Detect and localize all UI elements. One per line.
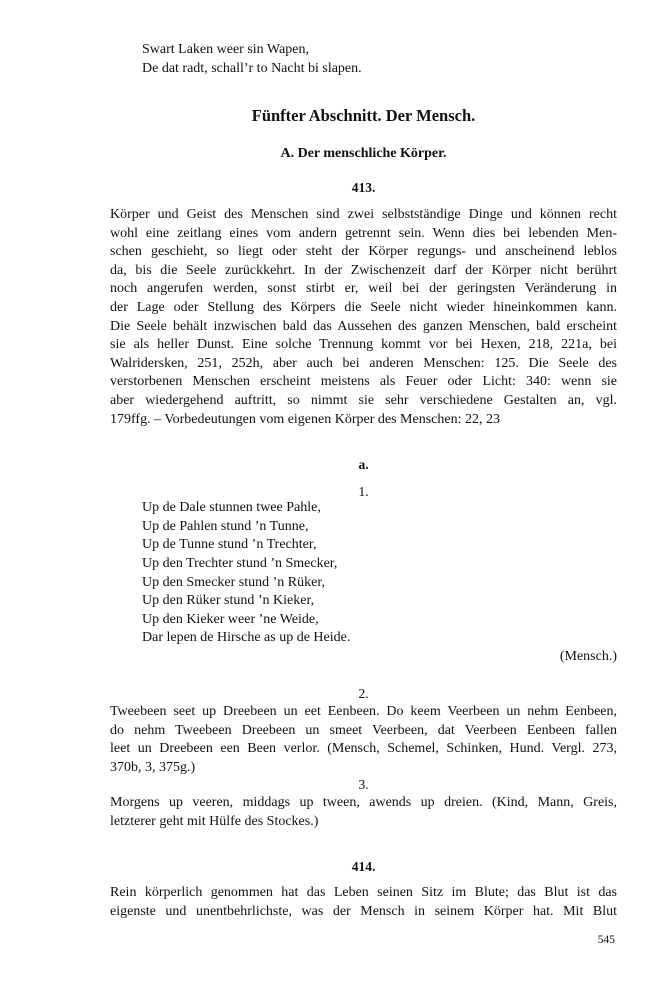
verse-line: De dat radt, schall’r to Nacht bi slapen. <box>142 61 362 76</box>
verse-line: Up den Kieker weer ’ne Weide, <box>142 612 319 627</box>
riddle-number-3: 3. <box>358 777 369 792</box>
paragraph-line: aber wiedergehend auftritt, so nimmt sie sehr verschiedene Gestalten an, vgl. <box>110 392 617 408</box>
riddle-answer: (Mensch.) <box>559 649 617 664</box>
riddle-number-1: 1. <box>358 484 369 499</box>
entry-413-paragraph <box>110 206 617 429</box>
verse-line: Up de Dale stunnen twee Pahle, <box>142 500 321 515</box>
riddle-3-paragraph <box>110 794 617 831</box>
paragraph-line: eigenste und unentbehrlichste, was der Mensch in seinem Körper hat. Mit Blut <box>110 903 617 919</box>
entry-number-414: 414. <box>351 859 376 874</box>
paragraph-line: letzterer geht mit Hülfe des Stockes.) <box>110 813 319 829</box>
paragraph-line: Walridersken, 251, 252h, aber auch bei anderen Menschen: 125. Die Seele des <box>110 355 617 371</box>
paragraph-line: Körper und Geist des Menschen sind zwei selbstständige Dinge und können recht <box>110 207 617 222</box>
riddle-2-paragraph <box>110 703 617 777</box>
paragraph-line: da, bis die Seele zurückkehrt. In der Zwischenzeit darf der Körper nicht berührt <box>110 262 617 278</box>
verse-line: Up den Rüker stund ’n Kieker, <box>142 593 315 608</box>
paragraph-line: do nehm Tweebeen Dreebeen un smeet Veerbeen, dat Veerbeen Eenbeen fallen <box>110 722 617 738</box>
verse-line: Swart Laken weer sin Wapen, <box>142 42 309 57</box>
part-a-label: a. <box>358 457 369 472</box>
riddle-number-2: 2. <box>358 686 369 701</box>
paragraph-line: 370b, 3, 375g.) <box>110 759 196 775</box>
verse-line: Up de Tunne stund ’n Trechter, <box>142 537 317 552</box>
verse-line: Up de Pahlen stund ’n Tunne, <box>142 519 309 534</box>
verse-line: Up den Trechter stund ’n Smecker, <box>142 556 338 571</box>
paragraph-line: verstorbenen Menschen erscheint meistens als Feuer oder Licht: 340: wenn sie <box>110 374 617 390</box>
entry-414-paragraph <box>110 884 617 921</box>
paragraph-line: der Lage oder Stellung des Körpers die Seele nicht wieder hineinkommen kann. <box>110 299 617 315</box>
section-title: Fünfter Abschnitt. Der Mensch. <box>251 106 476 125</box>
paragraph-line: wohl eine zeitlang eines vom andern getrennt sein. Wenn dies bei lebenden Men- <box>110 225 617 241</box>
paragraph-line: 179ffg. – Vorbedeutungen vom eigenen Körper des Menschen: 22, 23 <box>110 411 500 427</box>
verse-line: Dar lepen de Hirsche as up de Heide. <box>142 630 351 645</box>
page-number: 545 <box>597 934 615 946</box>
paragraph-line: Tweebeen seet up Dreebeen un eet Eenbeen. Do keem Veerbeen un nehm Eenbeen, <box>110 704 617 719</box>
paragraph-line: Morgens up veeren, middags up tween, awends up dreien. (Kind, Mann, Greis, <box>110 795 617 810</box>
verse-line: Up den Smecker stund ’n Rüker, <box>142 575 325 590</box>
entry-number-413: 413. <box>351 180 376 195</box>
paragraph-line: noch angerufen werden, sonst stirbt er, weil bei der geringsten Veränderung in <box>110 281 617 297</box>
paragraph-line: Die Seele behält inzwischen bald das Aussehen des ganzen Menschen, bald erscheint <box>110 318 617 334</box>
paragraph-line: Rein körperlich genommen hat das Leben seinen Sitz im Blute; das Blut ist das <box>110 885 617 900</box>
paragraph-line: sie als heller Dunst. Eine solche Trennung kommt vor bei Hexen, 218, 221a, bei <box>110 337 617 353</box>
paragraph-line: leet un Dreebeen een Been verlor. (Mensch, Schemel, Schinken, Hund. Vergl. 273, <box>110 741 617 757</box>
paragraph-line: schen geschieht, so liegt oder steht der Körper regungs- und anscheinend leblos <box>110 244 617 260</box>
subsection-title: A. Der menschliche Körper. <box>280 146 447 161</box>
